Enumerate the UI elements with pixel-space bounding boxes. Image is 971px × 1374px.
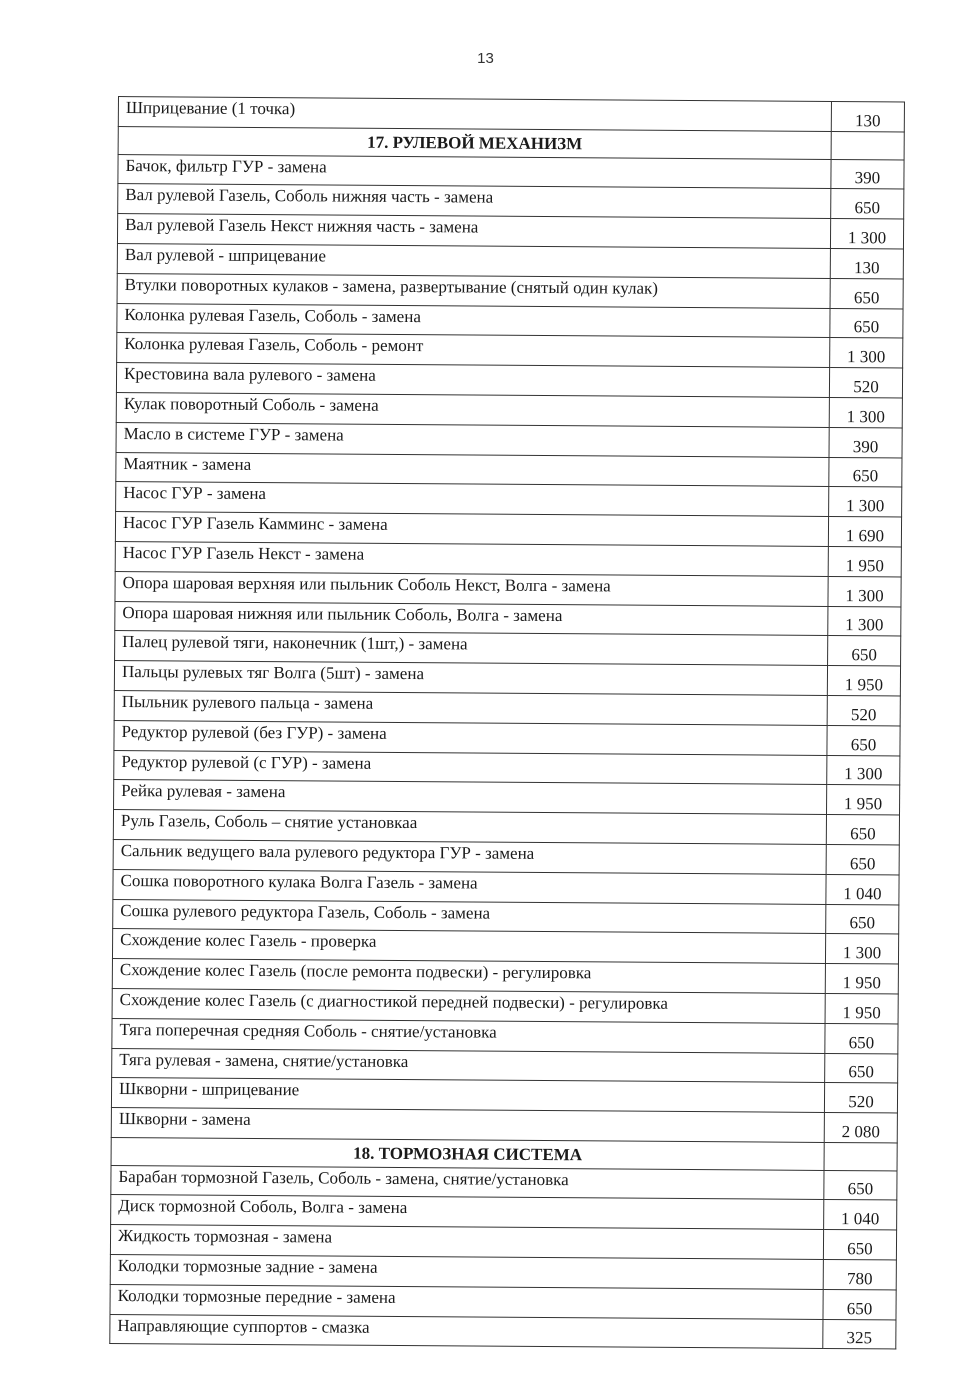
- service-price: 1 300: [829, 487, 902, 517]
- service-name: Насос ГУР Газель Некст - замена: [115, 541, 828, 576]
- service-name: Рейка рулевая - замена: [114, 780, 827, 815]
- service-price: 2 080: [824, 1113, 897, 1143]
- service-price: 650: [825, 1023, 898, 1053]
- service-price: 650: [823, 1289, 896, 1319]
- service-name: Кулак поворотный Соболь - замена: [116, 392, 829, 427]
- page-number: 13: [477, 50, 494, 67]
- service-price: 650: [826, 844, 899, 874]
- section-title: 17. РУЛЕВОЙ МЕХАНИЗМ: [118, 126, 831, 159]
- service-name: Палец рулевой тяги, наконечник (1шт,) - замена: [115, 631, 828, 666]
- service-name: Тяга поперечная средняя Соболь - снятие/установка: [112, 1018, 825, 1053]
- service-price: 1 300: [828, 576, 901, 606]
- service-name: Пальцы рулевых тяг Волга (5шт) - замена: [114, 661, 827, 696]
- service-price: 130: [830, 248, 903, 278]
- service-name: Колодки тормозные передние - замена: [110, 1284, 823, 1319]
- price-table-body: [110, 97, 905, 1350]
- section-title: 18. ТОРМОЗНАЯ СИСТЕМА: [111, 1137, 824, 1170]
- service-price: 1 300: [829, 397, 902, 427]
- service-name: Насос ГУР - замена: [116, 482, 829, 517]
- service-name: Бачок, фильтр ГУР - замена: [118, 154, 831, 189]
- service-name: Тяга рулевая - замена, снятие/установка: [112, 1048, 825, 1083]
- service-price: 650: [826, 815, 899, 845]
- service-price: 520: [827, 695, 900, 725]
- service-name: Сошка поворотного кулака Волга Газель - замена: [113, 869, 826, 904]
- service-price: 780: [823, 1260, 896, 1290]
- section-price-cell: [824, 1142, 897, 1170]
- service-name: Направляющие суппортов - смазка: [110, 1314, 823, 1349]
- service-price: 325: [823, 1319, 896, 1349]
- service-name: Диск тормозной Соболь, Волга - замена: [111, 1195, 824, 1230]
- service-name: Редуктор рулевой (без ГУР) - замена: [114, 720, 827, 755]
- service-price: 1 300: [830, 219, 903, 249]
- service-price: 650: [828, 636, 901, 666]
- service-price: 650: [830, 278, 903, 308]
- service-name: Сальник ведущего вала рулевого редуктора ГУР - замена: [113, 839, 826, 874]
- service-name: Втулки поворотных кулаков - замена, развертывание (снятый один кулак): [117, 273, 830, 308]
- service-price: 1 950: [825, 993, 898, 1023]
- service-price: 1 040: [826, 874, 899, 904]
- service-price: 1 950: [828, 546, 901, 576]
- service-price: 1 690: [828, 517, 901, 547]
- service-price: 1 300: [830, 338, 903, 368]
- section-price-cell: [831, 131, 904, 159]
- service-price: 520: [829, 368, 902, 398]
- service-price: 1 300: [828, 606, 901, 636]
- service-price: 1 950: [827, 785, 900, 815]
- service-price: 650: [823, 1230, 896, 1260]
- service-price: 650: [825, 1053, 898, 1083]
- service-name: Сошка рулевого редуктора Газель, Соболь - замена: [113, 899, 826, 934]
- service-price: 650: [829, 457, 902, 487]
- service-name: Масло в системе ГУР - замена: [116, 422, 829, 457]
- service-price: 130: [831, 101, 904, 131]
- service-name: Шприцевание (1 точка): [118, 97, 831, 132]
- service-price: 1 950: [827, 666, 900, 696]
- service-price: 390: [831, 159, 904, 189]
- service-price: 1 040: [824, 1200, 897, 1230]
- service-name: Барабан тормозной Газель, Соболь - замена, снятие/установка: [111, 1165, 824, 1200]
- service-price: 390: [829, 427, 902, 457]
- service-name: Шкворни - замена: [111, 1108, 824, 1143]
- service-price: 650: [831, 189, 904, 219]
- service-name: Схождение колес Газель - проверка: [112, 929, 825, 964]
- service-row: [110, 1314, 896, 1349]
- service-name: Колонка рулевая Газель, Соболь - ремонт: [117, 333, 830, 368]
- service-price: 650: [827, 725, 900, 755]
- service-price: 1 300: [825, 934, 898, 964]
- service-name: Маятник - замена: [116, 452, 829, 487]
- service-price: 520: [824, 1083, 897, 1113]
- service-name: Жидкость тормозная - замена: [110, 1225, 823, 1260]
- service-price: 1 300: [827, 755, 900, 785]
- service-name: Колонка рулевая Газель, Соболь - замена: [117, 303, 830, 338]
- service-name: Схождение колес Газель (после ремонта подвески) - регулировка: [112, 959, 825, 994]
- service-name: Опора шаровая верхняя или пыльник Соболь Некст, Волга - замена: [115, 571, 828, 606]
- service-name: Пыльник рулевого пальца - замена: [114, 690, 827, 725]
- service-name: Вал рулевой Газель Некст нижняя часть - замена: [117, 214, 830, 249]
- service-price: 1 950: [825, 964, 898, 994]
- service-name: Схождение колес Газель (с диагностикой передней подвески) - регулировка: [112, 988, 825, 1023]
- service-name: Вал рулевой Газель, Соболь нижняя часть - замена: [118, 184, 831, 219]
- price-table: [109, 96, 905, 1350]
- service-name: Вал рулевой - шприцевание: [117, 243, 830, 278]
- service-price: 650: [826, 904, 899, 934]
- service-name: Насос ГУР Газель Камминс - замена: [115, 512, 828, 547]
- service-name: Крестовина вала рулевого - замена: [116, 363, 829, 398]
- service-price: 650: [824, 1170, 897, 1200]
- service-name: Руль Газель, Соболь – снятие установкаа: [113, 810, 826, 845]
- service-name: Колодки тормозные задние - замена: [110, 1255, 823, 1290]
- service-name: Опора шаровая нижняя или пыльник Соболь, Волга - замена: [115, 601, 828, 636]
- service-name: Редуктор рулевой (с ГУР) - замена: [114, 750, 827, 785]
- service-name: Шкворни - шприцевание: [111, 1078, 824, 1113]
- service-price: 650: [830, 308, 903, 338]
